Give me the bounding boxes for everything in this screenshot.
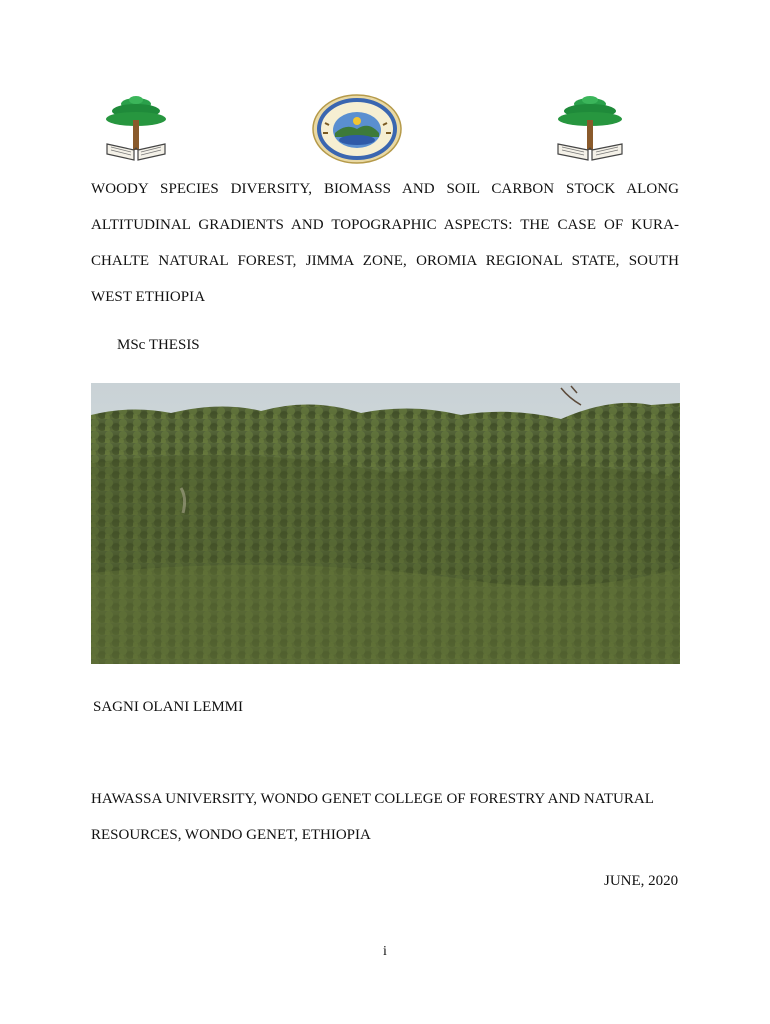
submission-date: JUNE, 2020 — [604, 873, 679, 889]
institution-line: RESOURCES, WONDO GENET, ETHIOPIA — [91, 827, 371, 843]
university-seal — [311, 93, 403, 165]
tree-on-book-icon — [552, 92, 628, 162]
college-logo-right — [552, 92, 628, 162]
tree-on-book-icon — [103, 92, 169, 162]
forest-image — [91, 383, 680, 664]
thesis-type-label: MSc THESIS — [117, 337, 200, 353]
thesis-title-line: ALTITUDINAL GRADIENTS AND TOPOGRAPHIC ASPECTS: THE CASE OF KURA- — [91, 217, 679, 233]
page-number: i — [383, 944, 387, 959]
college-logo-left — [103, 92, 169, 162]
thesis-title-line: CHALTE NATURAL FOREST, JIMMA ZONE, OROMIA REGIONAL STATE, SOUTH — [91, 253, 679, 269]
thesis-title-line: WEST ETHIOPIA — [91, 289, 206, 305]
institution-line: HAWASSA UNIVERSITY, WONDO GENET COLLEGE OF FORESTRY AND NATURAL — [91, 791, 654, 807]
university-seal-icon — [311, 93, 403, 165]
thesis-title-line: WOODY SPECIES DIVERSITY, BIOMASS AND SOIL CARBON STOCK ALONG — [91, 181, 679, 197]
forest-canopy-photo — [91, 383, 680, 664]
author-name: SAGNI OLANI LEMMI — [93, 699, 243, 715]
